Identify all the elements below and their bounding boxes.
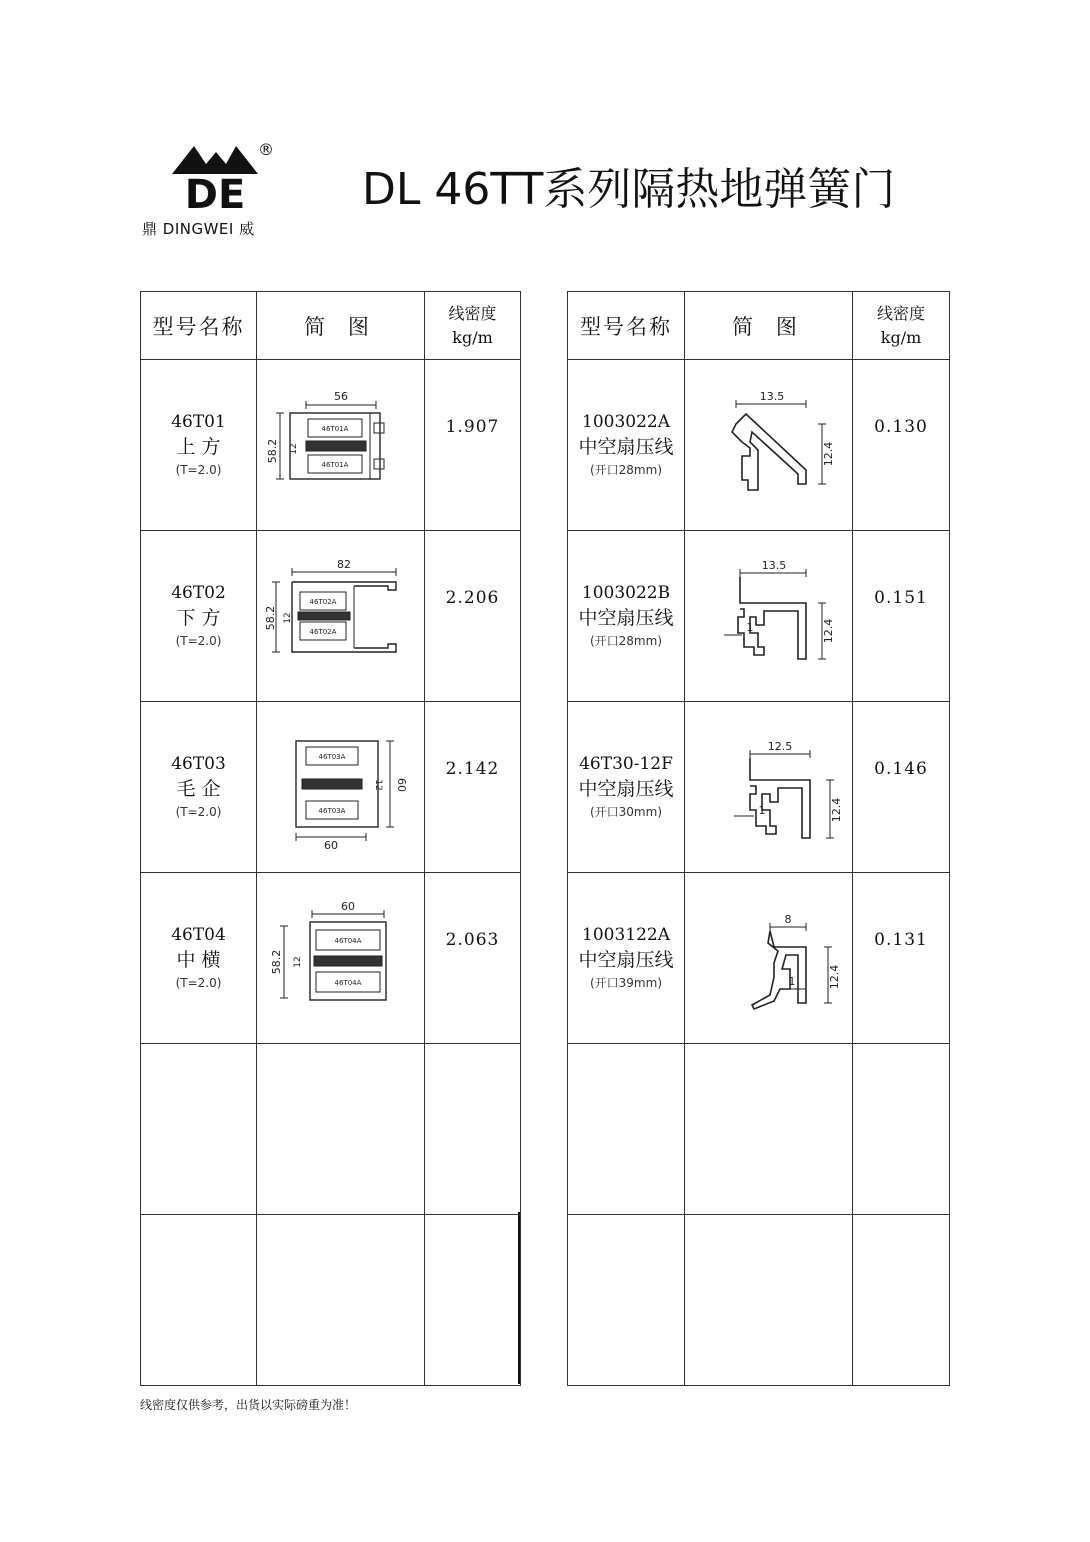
right-spec-table — [567, 291, 950, 1386]
svg-text:60: 60 — [340, 900, 355, 913]
table-header-row — [141, 292, 521, 360]
svg-text:46T03A: 46T03A — [318, 807, 345, 815]
svg-text:58.2: 58.2 — [265, 438, 279, 464]
header-figure: 简 图 — [257, 292, 425, 360]
table-row — [141, 531, 521, 702]
table-row — [568, 873, 950, 1044]
density-cell: 0.151 — [853, 531, 950, 702]
table-row — [141, 360, 521, 531]
svg-text:46T04A: 46T04A — [334, 937, 361, 945]
profile-46t04-drawing — [266, 898, 416, 1018]
profile-1003022b-drawing — [694, 551, 844, 681]
model-cell: 46T30-12F 中空扇压线 (开口30mm) — [568, 702, 685, 873]
svg-text:12.4: 12.4 — [821, 441, 835, 467]
page-title: DL 46TT系列隔热地弹簧门 — [362, 164, 896, 215]
empty-row — [568, 1044, 950, 1215]
empty-row — [141, 1215, 521, 1386]
svg-text:46T03A: 46T03A — [318, 753, 345, 761]
model-cell: 1003022A 中空扇压线 (开口28mm) — [568, 360, 685, 531]
profile-46t30-12f-drawing — [694, 722, 844, 852]
svg-text:60: 60 — [394, 778, 408, 792]
empty-row — [568, 1215, 950, 1386]
density-cell: 0.131 — [853, 873, 950, 1044]
svg-text:58.2: 58.2 — [269, 949, 283, 975]
svg-text:DE: DE — [184, 172, 246, 218]
svg-text:58.2: 58.2 — [263, 605, 277, 631]
svg-text:8: 8 — [784, 913, 791, 926]
table-edge-line — [518, 1212, 520, 1384]
profile-drawing — [685, 531, 853, 702]
table-row — [568, 702, 950, 873]
svg-text:12: 12 — [288, 443, 299, 455]
model-cell: 46T04 中 横 (T=2.0) — [141, 873, 257, 1044]
density-cell: 2.206 — [425, 531, 521, 702]
left-spec-table — [140, 291, 521, 1386]
profile-drawing — [685, 702, 853, 873]
profile-drawing — [257, 531, 425, 702]
header-name: 型号名称 — [141, 292, 257, 360]
dingwei-logo-icon — [170, 140, 260, 218]
svg-text:12: 12 — [372, 779, 383, 791]
table-header-row — [568, 292, 950, 360]
profile-46t02-drawing — [263, 556, 416, 676]
svg-text:46T01A: 46T01A — [321, 425, 348, 433]
model-cell: 1003122A 中空扇压线 (开口39mm) — [568, 873, 685, 1044]
registered-mark: ® — [258, 140, 274, 159]
svg-text:60: 60 — [323, 839, 338, 852]
svg-text:46T01A: 46T01A — [321, 461, 348, 469]
profile-1003022a-drawing — [694, 380, 844, 510]
table-row — [141, 873, 521, 1044]
svg-text:12.4: 12.4 — [827, 964, 841, 990]
svg-text:12.4: 12.4 — [829, 797, 843, 823]
density-cell: 0.130 — [853, 360, 950, 531]
profile-drawing — [257, 360, 425, 531]
profile-drawing — [257, 702, 425, 873]
model-cell: 46T03 毛 企 (T=2.0) — [141, 702, 257, 873]
footnote: 线密度仅供参考，出货以实际磅重为准！ — [140, 1398, 357, 1412]
density-cell: 1.907 — [425, 360, 521, 531]
svg-text:56: 56 — [333, 390, 348, 403]
profile-drawing — [257, 873, 425, 1044]
svg-text:12: 12 — [282, 612, 293, 624]
table-row — [568, 531, 950, 702]
profile-46t01-drawing — [266, 385, 416, 505]
svg-text:1: 1 — [758, 804, 765, 817]
svg-text:13.5: 13.5 — [759, 390, 784, 403]
model-cell: 46T01 上 方 (T=2.0) — [141, 360, 257, 531]
svg-text:82: 82 — [336, 558, 351, 571]
header-figure: 简 图 — [685, 292, 853, 360]
table-row — [568, 360, 950, 531]
svg-text:1: 1 — [788, 975, 795, 988]
svg-text:46T02A: 46T02A — [309, 598, 336, 606]
svg-text:12: 12 — [292, 956, 303, 968]
logo-text: 鼎 DINGWEI 威 — [142, 220, 255, 238]
density-cell: 0.146 — [853, 702, 950, 873]
svg-text:13.5: 13.5 — [761, 559, 786, 572]
table-row — [141, 702, 521, 873]
brand-logo — [140, 140, 290, 240]
empty-row — [141, 1044, 521, 1215]
header-name: 型号名称 — [568, 292, 685, 360]
profile-1003122a-drawing — [694, 893, 844, 1023]
svg-text:46T02A: 46T02A — [309, 628, 336, 636]
svg-text:1: 1 — [746, 621, 753, 634]
density-cell: 2.142 — [425, 702, 521, 873]
model-cell: 46T02 下 方 (T=2.0) — [141, 531, 257, 702]
profile-drawing — [685, 873, 853, 1044]
density-cell: 2.063 — [425, 873, 521, 1044]
header-density: 线密度 kg/m — [853, 292, 950, 360]
svg-text:12.5: 12.5 — [767, 740, 792, 753]
svg-text:12.4: 12.4 — [821, 618, 835, 644]
profile-drawing — [685, 360, 853, 531]
svg-text:46T04A: 46T04A — [334, 979, 361, 987]
profile-46t03-drawing — [266, 727, 416, 852]
model-cell: 1003022B 中空扇压线 (开口28mm) — [568, 531, 685, 702]
header-density: 线密度 kg/m — [425, 292, 521, 360]
